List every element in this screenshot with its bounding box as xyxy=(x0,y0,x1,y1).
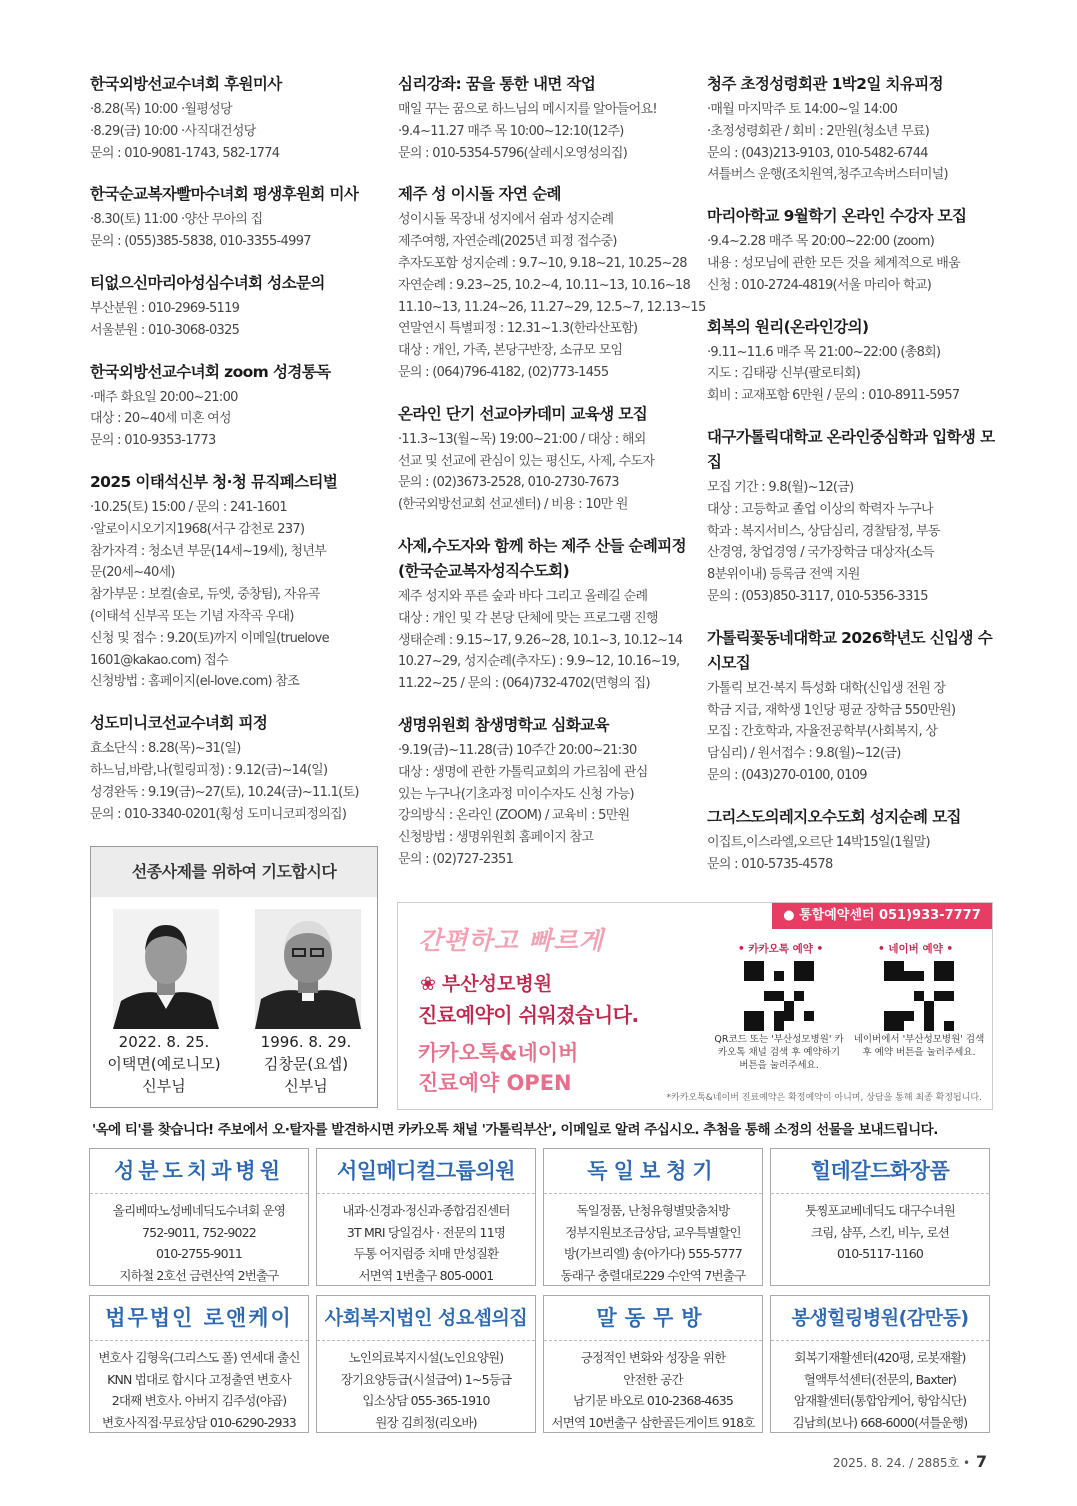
sponsor-name: 독일보청기 xyxy=(544,1149,762,1194)
notice-line: ·11.3~13(월~목) 19:00~21:00 / 대상 : 해외 xyxy=(398,431,646,447)
notice-title: 대구가톨릭대학교 온라인중심학과 입학생 모집 xyxy=(707,427,995,471)
notice-line: ·9.4~2.28 매주 목 20:00~22:00 (zoom) xyxy=(707,234,935,250)
sponsor-line: KNN 법대로 합시다 고정출연 변호사 xyxy=(107,1371,291,1387)
sponsor-name: 사회복지법인 성요셉의집 xyxy=(317,1296,535,1341)
notice-line: 강의방식 : 온라인 (ZOOM) / 교육비 : 5만원 xyxy=(398,808,630,824)
notice-block xyxy=(90,271,380,342)
notice-line: 11.22~25 / 문의 : (064)732-4702(면형의 집) xyxy=(398,676,650,692)
priest-date: 2022. 8. 25. xyxy=(118,1033,210,1051)
notice-title: 사제,수도자와 함께 하는 제주 산들 순례피정(한국순교복자성직수도회) xyxy=(398,536,686,580)
notice-block xyxy=(707,72,997,186)
notice-line: 내용 : 성모님에 관한 모든 것을 체계적으로 배움 xyxy=(707,255,961,271)
notice-line: 문의 : 010-9353-1773 xyxy=(90,433,216,449)
notice-block xyxy=(398,713,688,871)
notice-line: ·매주 화요일 20:00~21:00 xyxy=(90,389,238,405)
notice-line: 대상 : 20~40세 미혼 여성 xyxy=(90,411,231,427)
sponsor-card xyxy=(770,1295,990,1433)
sponsor-line: 크림, 샴푸, 스킨, 비누, 로션 xyxy=(810,1224,950,1240)
notice-line: ·알로이시오기지1968(서구 감천로 237) xyxy=(90,521,305,537)
notice-line: ·8.30(토) 11:00 ·양산 무아의 집 xyxy=(90,212,263,228)
notice-line: 문의 : 010-9081-1743, 582-1774 xyxy=(90,145,280,161)
priest-portrait-icon xyxy=(255,909,361,1029)
sponsor-line: 장기요양등급(시설급여) 1~5등급 xyxy=(340,1371,512,1387)
notice-block xyxy=(90,360,380,452)
notice-column-3 xyxy=(707,72,997,893)
sponsor-line: 010-2755-9011 xyxy=(155,1246,243,1261)
notice-block xyxy=(90,470,380,693)
notice-line: 모집 : 간호학과, 자율전공학부(사회복지, 상 xyxy=(707,724,938,740)
notice-block xyxy=(398,534,688,695)
notice-line: 문의 : (02)3673-2528, 010-2730-7673 xyxy=(398,475,619,491)
notice-title: 한국순교복자빨마수녀회 평생후원회 미사 xyxy=(90,185,359,204)
sponsor-line: 노인의료복지시설(노인요양원) xyxy=(348,1350,504,1365)
sponsor-line: 동래구 충렬대로229 수안역 7번출구 xyxy=(560,1267,746,1283)
sponsor-line: 서면역 1번출구 805-0001 xyxy=(358,1267,494,1283)
sponsor-line: 752-9011, 752-9022 xyxy=(142,1224,256,1240)
sponsor-line: 안전한 공간 xyxy=(623,1371,683,1387)
priest-name: 이택면(예로니모) xyxy=(107,1055,221,1073)
notice-title: 그리스도의레지오수도회 성지순례 모집 xyxy=(707,807,961,826)
notice-title: 제주 성 이시돌 자연 순례 xyxy=(398,185,561,204)
kakao-note: QR코드 또는 '부산성모병원' 카카오톡 채널 검색 후 예약하기 버튼을 눌러주세요. xyxy=(714,1034,844,1071)
hospital-name-text: 부산성모병원 xyxy=(441,973,553,995)
notice-line: 문의 : 010-3340-0201(횡성 도미니코피정의집) xyxy=(90,806,347,822)
notice-line: 11.10~13, 11.24~26, 11.27~29, 12.5~7, 12.13~15 xyxy=(398,299,706,315)
notice-line: 성경완독 : 9.19(금)~27(토), 10.24(금)~11.1(토) xyxy=(90,784,359,800)
notice-line: 대상 : 개인 및 각 본당 단체에 맞는 프로그램 진행 xyxy=(398,610,658,626)
notice-line: 문의 : 010-5735-4578 xyxy=(707,856,833,872)
notice-line: (한국외방선교회 선교센터) / 비용 : 10만 원 xyxy=(398,497,628,513)
ad-headline: 진료예약이 쉬워졌습니다. xyxy=(418,1003,639,1027)
issue-info: 2025. 8. 24. / 2885호 • xyxy=(832,1456,971,1470)
notice-line: 대상 : 생명에 관한 가톨릭교회의 가르침에 관심 xyxy=(398,764,648,780)
priest-name: 김창문(요셉) xyxy=(263,1055,349,1073)
notice-line: 대상 : 개인, 가족, 본당구반장, 소규모 모임 xyxy=(398,343,623,359)
sponsor-line: 툿찡포교베네딕도 대구수녀원 xyxy=(805,1203,955,1218)
notice-block xyxy=(707,626,997,787)
notice-title: 마리아학교 9월학기 온라인 수강자 모집 xyxy=(707,207,967,226)
sponsor-name: 봉생힐링병원(감만동) xyxy=(771,1296,989,1341)
notice-line: 신청 : 010-2724-4819(서울 마리아 학교) xyxy=(707,277,932,293)
notice-line: 문(20세~40세) xyxy=(90,565,175,581)
sponsor-line: 김남희(보나) 668-6000(셔틀운행) xyxy=(792,1414,968,1430)
notice-line: 학금 지급, 재학생 1인당 평균 장학금 550만원) xyxy=(707,702,956,718)
notice-line: 문의 : 010-5354-5796(살레시오영성의집) xyxy=(398,145,628,161)
notice-line: ·9.19(금)~11.28(금) 10주간 20:00~21:30 xyxy=(398,742,637,758)
page-footer xyxy=(833,1452,987,1471)
notice-line: 서울분원 : 010-3068-0325 xyxy=(90,322,240,338)
typo-banner: '옥에 티'를 찾습니다! 주보에서 오·탈자를 발견하시면 카카오톡 채널 '가톨릭부산', 이메일로 알려 주십시오. 추첨을 통해 소정의 선물을 보내드립니다. xyxy=(92,1122,938,1138)
sponsor-name: 성분도치과병원 xyxy=(90,1149,308,1194)
priest-role: 신부님 xyxy=(142,1077,186,1095)
sponsor-line: 암재활센터(통합암케어, 항암식단) xyxy=(793,1393,967,1408)
sponsor-line: 변호사 김형욱(그리스도 폴) 연세대 출신 xyxy=(98,1350,300,1365)
notice-block xyxy=(707,204,997,296)
naver-note: 네이버에서 '부산성모병원' 검색 후 예약 버튼을 눌러주세요. xyxy=(853,1034,985,1058)
notice-title: 성도미니코선교수녀회 피정 xyxy=(90,714,268,733)
sponsor-line: 혈액투석센터(전문의, Baxter) xyxy=(803,1371,957,1387)
notice-title: 한국외방선교수녀회 후원미사 xyxy=(90,75,282,93)
notice-line: 하느님,바람,나(힐링피정) : 9.12(금)~14(일) xyxy=(90,762,328,778)
notice-line: 대상 : 고등학교 졸업 이상의 학력자 누구나 xyxy=(707,501,933,517)
naver-label: • 네이버 예약 • xyxy=(878,943,954,955)
notice-block xyxy=(707,425,997,608)
notice-line: 참가자격 : 청소년 부문(14세~19세), 청년부 xyxy=(90,543,327,559)
notice-block xyxy=(90,72,380,164)
priest-caption xyxy=(94,1031,234,1097)
sponsor-line: 010-5117-1160 xyxy=(836,1246,924,1261)
page-number: 7 xyxy=(975,1452,987,1471)
notice-block xyxy=(398,402,688,516)
notice-line: 제주 성지와 푸른 숲과 바다 그리고 올레길 순례 xyxy=(398,588,648,604)
sponsor-line: 내과·신경과·정신과·종합검진센터 xyxy=(342,1203,510,1218)
notice-line: 10.27~29, 성지순례(추자도) : 9.9~12, 10.16~19, xyxy=(398,654,680,670)
notice-title: 청주 초정성령회관 1박2일 치유피정 xyxy=(707,75,943,93)
notice-line: 매일 꾸는 꿈으로 하느님의 메시지를 알아들어요! xyxy=(398,102,657,117)
sponsor-line: 원장 김희정(리오바) xyxy=(375,1414,477,1430)
notice-line: 참가부문 : 보컬(솔로, 듀엣, 중창팀), 자유곡 xyxy=(90,587,320,603)
sponsor-name: 법무법인 로앤케이 xyxy=(90,1296,308,1341)
ad-open-line: 진료예약 OPEN xyxy=(418,1071,572,1095)
ad-slogan: 간편하고 빠르게 xyxy=(418,926,604,955)
sponsor-card xyxy=(316,1148,536,1286)
sponsor-name: 서일메디컬그룹의원 xyxy=(317,1149,535,1194)
sponsor-line: 3T MRI 당일검사 · 전문의 11명 xyxy=(346,1224,506,1240)
notice-block xyxy=(707,805,997,876)
naver-qr-icon[interactable] xyxy=(884,961,954,1031)
priest-role: 신부님 xyxy=(284,1077,328,1095)
notice-line: 가톨릭 보건·복지 특성화 대학(신입생 전원 장 xyxy=(707,680,946,696)
notice-block xyxy=(90,182,380,253)
notice-line: 자연순례 : 9.23~25, 10.2~4, 10.11~13, 10.16~18 xyxy=(398,277,691,293)
sponsor-line: 방(가브리엘) 송(아가다) 555-5777 xyxy=(564,1246,742,1261)
sponsor-line: 지하철 2호선 금련산역 2번출구 xyxy=(119,1267,279,1283)
notice-line: 문의 : (064)796-4182, (02)773-1455 xyxy=(398,364,609,380)
sponsor-card xyxy=(89,1295,309,1433)
notice-line: 문의 : (053)850-3117, 010-5356-3315 xyxy=(707,588,928,604)
notice-line: 지도 : 김태광 신부(팔로티회) xyxy=(707,366,861,382)
notice-title: 2025 이태석신부 청·청 뮤직페스티벌 xyxy=(90,472,338,491)
memorial-title: 선종사제를 위하여 기도합시다 xyxy=(91,847,377,897)
sponsor-line: 입소상담 055-365-1910 xyxy=(362,1393,490,1408)
notice-line: 문의 : (02)727-2351 xyxy=(398,851,514,867)
notice-title: 티없으신마리아성심수녀회 성소문의 xyxy=(90,273,325,292)
priest-date: 1996. 8. 29. xyxy=(260,1033,352,1051)
priest-portrait-icon xyxy=(113,909,219,1029)
notice-line: 있는 누구나(기초과정 미이수자도 신청 가능) xyxy=(398,786,634,802)
sponsor-line: 2대째 변호사. 아버지 김주성(야곱) xyxy=(111,1393,287,1408)
notice-line: 문의 : (043)270-0100, 0109 xyxy=(707,767,867,783)
sponsor-line: 서면역 10번출구 삼한골든게이트 918호 xyxy=(551,1414,755,1430)
ad-footnote: *카카오톡&네이버 진료예약은 확정예약이 아니며, 상담을 통해 최종 확정됩니다. xyxy=(666,1093,982,1103)
sponsor-card xyxy=(770,1148,990,1286)
flower-icon: ❀ xyxy=(420,973,436,995)
notice-line: 연말연시 특별피정 : 12.31~1.3(한라산포함) xyxy=(398,321,638,337)
sponsor-card xyxy=(89,1148,309,1286)
notice-line: ·10.25(토) 15:00 / 문의 : 241-1601 xyxy=(90,499,287,515)
notice-line: 이집트,이스라엘,오르단 14박15일(1월말) xyxy=(707,834,930,850)
kakao-qr-icon[interactable] xyxy=(744,961,814,1031)
notice-line: 8분위이내) 등록금 전액 지원 xyxy=(707,567,860,583)
notice-line: 선교 및 선교에 관심이 있는 평신도, 사제, 수도자 xyxy=(398,453,655,469)
notice-line: 부산분원 : 010-2969-5119 xyxy=(90,300,240,316)
notice-title: 온라인 단기 선교아카데미 교육생 모집 xyxy=(398,404,648,423)
ad-open-line: 카카오톡&네이버 xyxy=(418,1041,579,1065)
notice-title: 심리강좌: 꿈을 통한 내면 작업 xyxy=(398,75,596,93)
hospital-name xyxy=(420,969,552,996)
notice-line: ·9.11~11.6 매주 목 21:00~22:00 (총8회) xyxy=(707,344,941,360)
hospital-ad xyxy=(397,902,993,1110)
sponsor-card xyxy=(543,1148,763,1286)
notice-line: ·매월 마지막주 토 14:00~일 14:00 xyxy=(707,102,898,117)
notice-line: 성이시돌 목장내 성지에서 쉼과 성지순례 xyxy=(398,212,614,228)
notice-column-2 xyxy=(398,72,706,889)
sponsor-card xyxy=(316,1295,536,1433)
notice-line: (이태석 신부곡 또는 기념 자작곡 우대) xyxy=(90,608,294,624)
notice-line: ·8.28(목) 10:00 ·월평성당 xyxy=(90,102,232,117)
notice-title: 생명위원회 참생명학교 심화교육 xyxy=(398,715,609,734)
notice-line: 회비 : 교재포함 6만원 / 문의 : 010-8911-5957 xyxy=(707,388,960,404)
notice-line: ·8.29(금) 10:00 ·사직대건성당 xyxy=(90,123,256,139)
memorial-photos xyxy=(91,899,377,1109)
notice-line: 산경영, 창업경영 / 국가장학금 대상자(소득 xyxy=(707,545,934,561)
notice-block xyxy=(90,711,380,825)
notice-line: 제주여행, 자연순례(2025년 피정 접수중) xyxy=(398,234,617,250)
notice-line: 추자도포함 성지순례 : 9.7~10, 9.18~21, 10.25~28 xyxy=(398,255,687,271)
sponsor-line: 올리베따노성베네딕도수녀회 운영 xyxy=(112,1203,286,1218)
notice-block xyxy=(398,182,706,383)
notice-line: 학과 : 복지서비스, 상담심리, 경찰탐정, 부동 xyxy=(707,523,940,539)
sponsor-line: 독일정품, 난청유형별맞춤처방 xyxy=(576,1203,730,1218)
notice-line: 1601@kakao.com) 접수 xyxy=(90,652,228,668)
notice-line: 셔틀버스 운행(조치원역,청주고속버스터미널) xyxy=(707,167,948,183)
sponsor-line: 변호사직접·무료상담 010-6290-2933 xyxy=(102,1414,296,1430)
notice-column-1 xyxy=(90,72,380,843)
reservation-center: ● 통합예약센터 051)933-7777 xyxy=(772,903,992,929)
sponsor-line: 긍정적인 변화와 성장을 위한 xyxy=(580,1350,726,1365)
notice-line: 신청방법 : 홈페이지(el-love.com) 참조 xyxy=(90,674,300,690)
notice-line: 생태순례 : 9.15~17, 9.26~28, 10.1~3, 10.12~14 xyxy=(398,632,683,648)
notice-line: 문의 : (043)213-9103, 010-5482-6744 xyxy=(707,145,928,161)
notice-title: 가톨릭꽃동네대학교 2026학년도 신입생 수시모집 xyxy=(707,628,993,672)
sponsor-line: 두통 어지럼증 치매 만성질환 xyxy=(353,1246,499,1261)
notice-line: 담심리) / 원서접수 : 9.8(월)~12(금) xyxy=(707,746,901,762)
notice-line: 효소단식 : 8.28(목)~31(일) xyxy=(90,741,241,757)
sponsor-card xyxy=(543,1295,763,1433)
notice-line: 신청 및 접수 : 9.20(토)까지 이메일(truelove xyxy=(90,630,329,646)
notice-line: ·9.4~11.27 매주 목 10:00~12:10(12주) xyxy=(398,123,624,139)
notice-line: 문의 : (055)385-5838, 010-3355-4997 xyxy=(90,234,311,250)
sponsor-line: 정부지원보조금상담, 교우특별할인 xyxy=(565,1224,741,1240)
notice-block xyxy=(707,315,997,407)
notice-line: ·초정성령회관 / 회비 : 2만원(청소년 무료) xyxy=(707,123,930,139)
priest-caption xyxy=(236,1031,376,1097)
notice-block xyxy=(398,72,688,164)
sponsor-name: 말동무방 xyxy=(544,1296,762,1341)
sponsor-name: 힐데갈드화장품 xyxy=(771,1149,989,1194)
memorial-box xyxy=(90,846,378,1108)
notice-title: 회복의 원리(온라인강의) xyxy=(707,317,869,336)
notice-line: 모집 기간 : 9.8(월)~12(금) xyxy=(707,479,854,495)
kakao-label: • 카카오톡 예약 • xyxy=(738,943,824,955)
notice-line: 신청방법 : 생명위원회 홈페이지 참고 xyxy=(398,830,594,846)
notice-title: 한국외방선교수녀회 zoom 성경통독 xyxy=(90,362,331,381)
sponsor-line: 남기문 바오로 010-2368-4635 xyxy=(572,1393,734,1408)
sponsor-line: 회복기재활센터(420평, 로봇재활) xyxy=(794,1350,966,1365)
